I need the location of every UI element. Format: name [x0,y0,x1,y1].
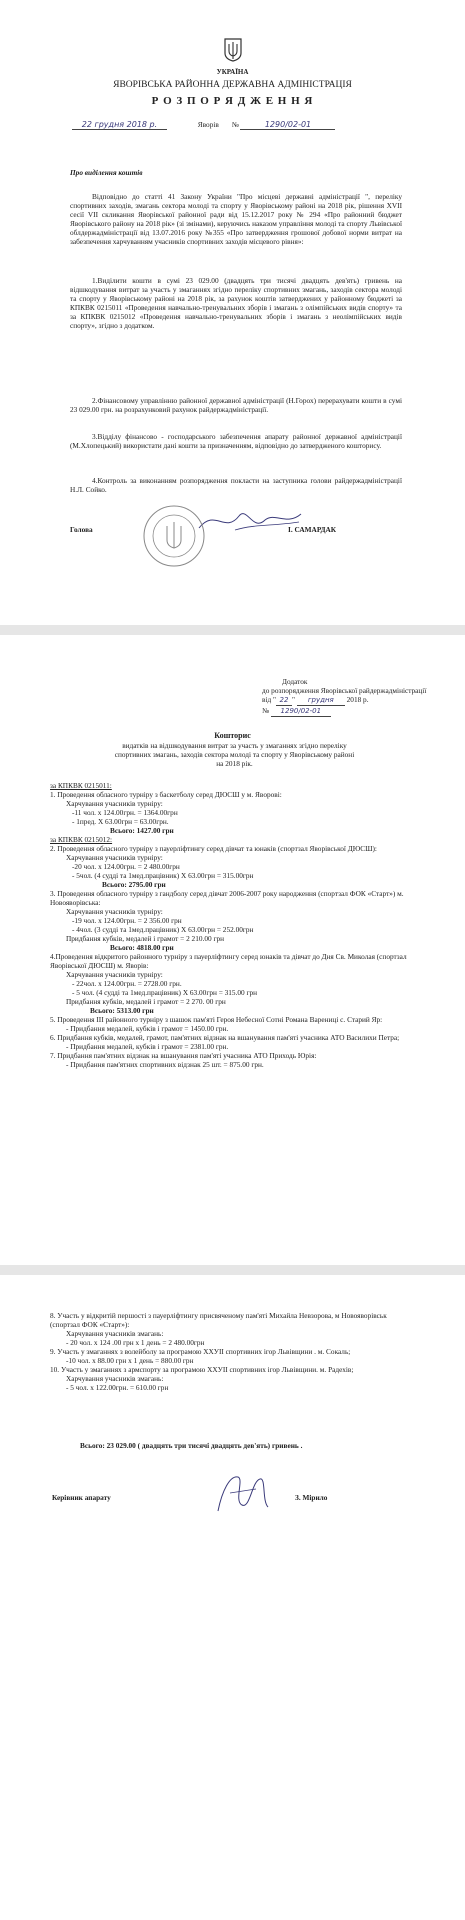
entry-6: 6. Придбання кубків, медалей, грамот, пам'ятних відзнак на вшанування пам'яті учасника АТО Василихи Петра; [50,1033,400,1042]
kpkvk-1: за КПКВК 0215011: [50,781,112,790]
doc-type: Р О З П О Р Я Д Ж Е Н Н Я [151,95,314,107]
entry-10: 10. Участь у змаганнях з армспорту за програмою ХХУІІ спортивних ігор Львівщини. м. Радехів; [50,1365,354,1374]
coat-of-arms-icon [224,38,242,62]
page-gap [0,1265,465,1275]
kpkvk-2: за КПКВК 0215012: [50,835,113,844]
annex-number-handwritten: 1290/02-01 [271,707,331,717]
annex-date: від " 22 " грудня 2018 р. [262,695,369,704]
page-3 [0,1275,465,1920]
item-2: 2.Фінансовому управлінню районної державної адміністрації (Н.Горох) перерахувати кошти в сумі 23 029.00 грн. на розрахунковий рахунок райдержадміністрації. [70,396,402,414]
entry-3: 3. Проведення обласного турніру з гандболу серед дівчат 2006-2007 року народження (спортзал ФОК «Старт») м. Новояворівська: [50,889,404,907]
date-number-line [72,120,402,130]
entry-1: 1. Проведення обласного турніру з баскетболу серед ДЮСШ у м. Яворові: [50,790,282,799]
number-handwritten: 1290/02-01 [240,120,335,130]
annex-day-handwritten: 22 [276,696,292,706]
country-name: УКРАЇНА [216,68,249,76]
annex-month-handwritten: грудня [297,696,345,706]
chief-sign-name: З. Мірило [295,1493,328,1502]
estimate-list-continued: 8. Участь у відкритій першості з пауерліфтингу присвяченому пам'яті Михайла Невзорова, м Новояворівськ (спортзал ФОК «Старт»): Харчування учасників змагань: - 20 чол. х 124 .00 грн х 1 день = 2 480.00грн 9. Участь у змаганнях з волейболу за програмою ХХУІІ спортивних ігор Львівщини . м. Сокаль; -10 чол. х 88.00 грн х 1 день = 880.00 грн 10. Участь у змаганнях з армспорту за програмою ХХУІІ спортивних ігор Львівщини. м. Радехів; Харчування учасників змагань: - 5 чол. х 122.00грн. = 610.00 грн [50,1311,415,1392]
estimate-subtitle: видатків на відшкодування витрат за участь у змаганнях згідно переліку спортивних змагань, заходів сектора молоді та спорту у Яворівському районі на 2018 рік. [114,741,355,768]
estimate-list: за КПКВК 0215011: 1. Проведення обласного турніру з баскетболу серед ДЮСШ у м. Яворові: Харчування учасників турніру: -11 чол. х 124.00грн. = 1364.00грн - 1пред. Х 63.00грн = 63.00грн. Всього: 1427.00 грн за КПКВК 0215012: 2. Проведення обласного турніру з пауерліфтингу серед дівчат та юнаків (спортзал Яворівської ДЮСШ): Харчування учасників турніру: -20 чол. х 124.00грн. = 2 480.00грн - 5чол. (4 судді та 1мед.працівник) Х 63.00грн = 315.00грн Всього: 2795.00 грн 3. Проведення обласного турніру з гандболу серед дівчат 2006-2007 року народження (спортзал ФОК «Старт») м. Новояворівська: Харчування учасників турніру: -19 чол. х 124.00грн. = 2 356.00 грн - 4чол. (3 судді та 1мед.працівник) Х 63.00грн = 252.00грн Придбання кубків, медалей і грамот = 2 210.00 грн Всього: 4818.00 грн 4.Проведення відкритого районного турніру з пауерліфтингу серед юнаків та дівчат до Дня Св. Миколая (спортзал Яворівської ДЮСШ) м. Яворів: Харчування учасників турніру: - 22чол. х 124.00грн. = 2728.00 грн. - 5 чол. (4 судді та 1мед.працівник) Х 63.00грн = 315.00 грн Придбання кубків, медалей і грамот = 2 270. 00 грн Всього: 5313.00 грн 5. Проведення ІІІ районного турніру з шашок пам'яті Героя Небесної Сотні Романа Варениці с. Старий Яр: - Придбання медалей, кубків і грамот = 1450.00 грн. 6. Придбання кубків, медалей, грамот, пам'ятних відзнак на вшанування пам'яті учасника АТО Василихи Петра; - Придбання медалей, кубків і грамот = 2381.00 грн. 7. Придбання пам'ятних відзнак на вшанування пам'яті учасника АТО Приходь Юрія: - Придбання пам'ятних спортивних відзнак 25 шт. = 875.00 грн. [50,781,415,1069]
item-4: 4.Контроль за виконанням розпорядження покласти на заступника голови райдержадміністрації Н.Л. Сойко. [70,476,402,494]
number-label: № [231,120,239,129]
entry-2: 2. Проведення обласного турніру з пауерліфтингу серед дівчат та юнаків (спортзал Яворівської ДЮСШ): [50,844,377,853]
city: Яворів [197,120,219,129]
page-2 [0,635,465,1265]
entry-4: 4.Проведення відкритого районного турніру з пауерліфтингу серед юнаків та дівчат до Дня Св. Миколая (спортзал Яворівської ДЮСШ) м. Яворів: [50,952,407,970]
entry-1-total: Всього: 1427.00 грн [110,826,174,835]
stamp-icon [142,504,206,568]
page-gap [0,625,465,635]
estimate-title: Кошторис [214,731,251,740]
page-1 [0,0,465,625]
entry-2-total: Всього: 2795.00 грн [102,880,166,889]
chief-sign-title: Керівник апарату [52,1493,111,1502]
org-name: ЯВОРІВСЬКА РАЙОННА ДЕРЖАВНА АДМІНІСТРАЦІЯ [113,80,352,90]
entry-8: 8. Участь у відкритій першості з пауерліфтингу присвяченому пам'яті Михайла Невзорова, м Новояворівськ (спортзал ФОК «Старт»): [50,1311,387,1329]
annex-to: до розпорядження Яворівської райдержадміністрації [262,686,427,695]
annex-number: № 1290/02-01 [262,706,432,717]
item-1: 1.Виділити кошти в сумі 23 029.00 (двадцять три тисячі двадцять дев'ять) гривень на відшкодування витрат за участь у змаганнях згідно переліку спортивних змагань, заходів сектора молоді та спорту у Яворівському районі на 2018 рік, за рахунок коштів затверджених у районному бюджеті за КПКВК 0215011 «Проведення навчально-тренувальних зборів і змагань з олімпійських видів спорту» та за КПКВК 0215012 «Проведення навчально-тренувальних зборів і змагань з неолімпійських видів спорту», згідно з додатком. [70,276,402,330]
sign-title: Голова [70,525,93,534]
annex-label: Додаток [282,677,308,686]
entry-5: 5. Проведення ІІІ районного турніру з шашок пам'яті Героя Небесної Сотні Романа Варениці с. Старий Яр: [50,1015,383,1024]
subject: Про виділення коштів [70,168,143,177]
entry-3-total: Всього: 4818.00 грн [110,943,174,952]
item-3: 3.Відділу фінансово - господарського забезпечення апарату районної державної адміністрації (М.Хлопецький) використати дані кошти за призначенням, відповідно до затвердженого кошторису. [70,432,402,450]
entry-9: 9. Участь у змаганнях з волейболу за програмою ХХУІІ спортивних ігор Львівщини . м. Сокаль; [50,1347,351,1356]
entry-7: 7. Придбання пам'ятних відзнак на вшанування пам'яті учасника АТО Приходь Юрія: [50,1051,317,1060]
intro-paragraph: Відповідно до статті 41 Закону України "Про місцеві державні адміністрації ", переліку спортивних заходів, змагань сектора молоді та спорту у Яворівському районі на 2018 рік, рішення XVII сесії VII скликання Яворівської районної ради від 15.12.2017 року № 294 «Про районний бюджет Яворівського району на 2018 рік» (зі змінами), керуючись наказом управління молоді та спорту Львівської облдержадміністрації від 13.07.2016 року №355 «Про затвердження грошової добової норми витрат на забезпечення харчуванням учасників спортивних заходів місцевого рівня»: [70,192,402,246]
entry-4-total: Всього: 5313.00 грн [90,1006,154,1015]
grand-total: Всього: 23 029.00 ( двадцять три тисячі двадцять дев'ять) гривень . [80,1441,303,1450]
sign-name: І. САМАРДАК [288,525,337,534]
date-handwritten: 22 грудня 2018 р. [72,120,167,130]
annex-block [262,677,432,717]
signature-icon [212,1471,272,1515]
